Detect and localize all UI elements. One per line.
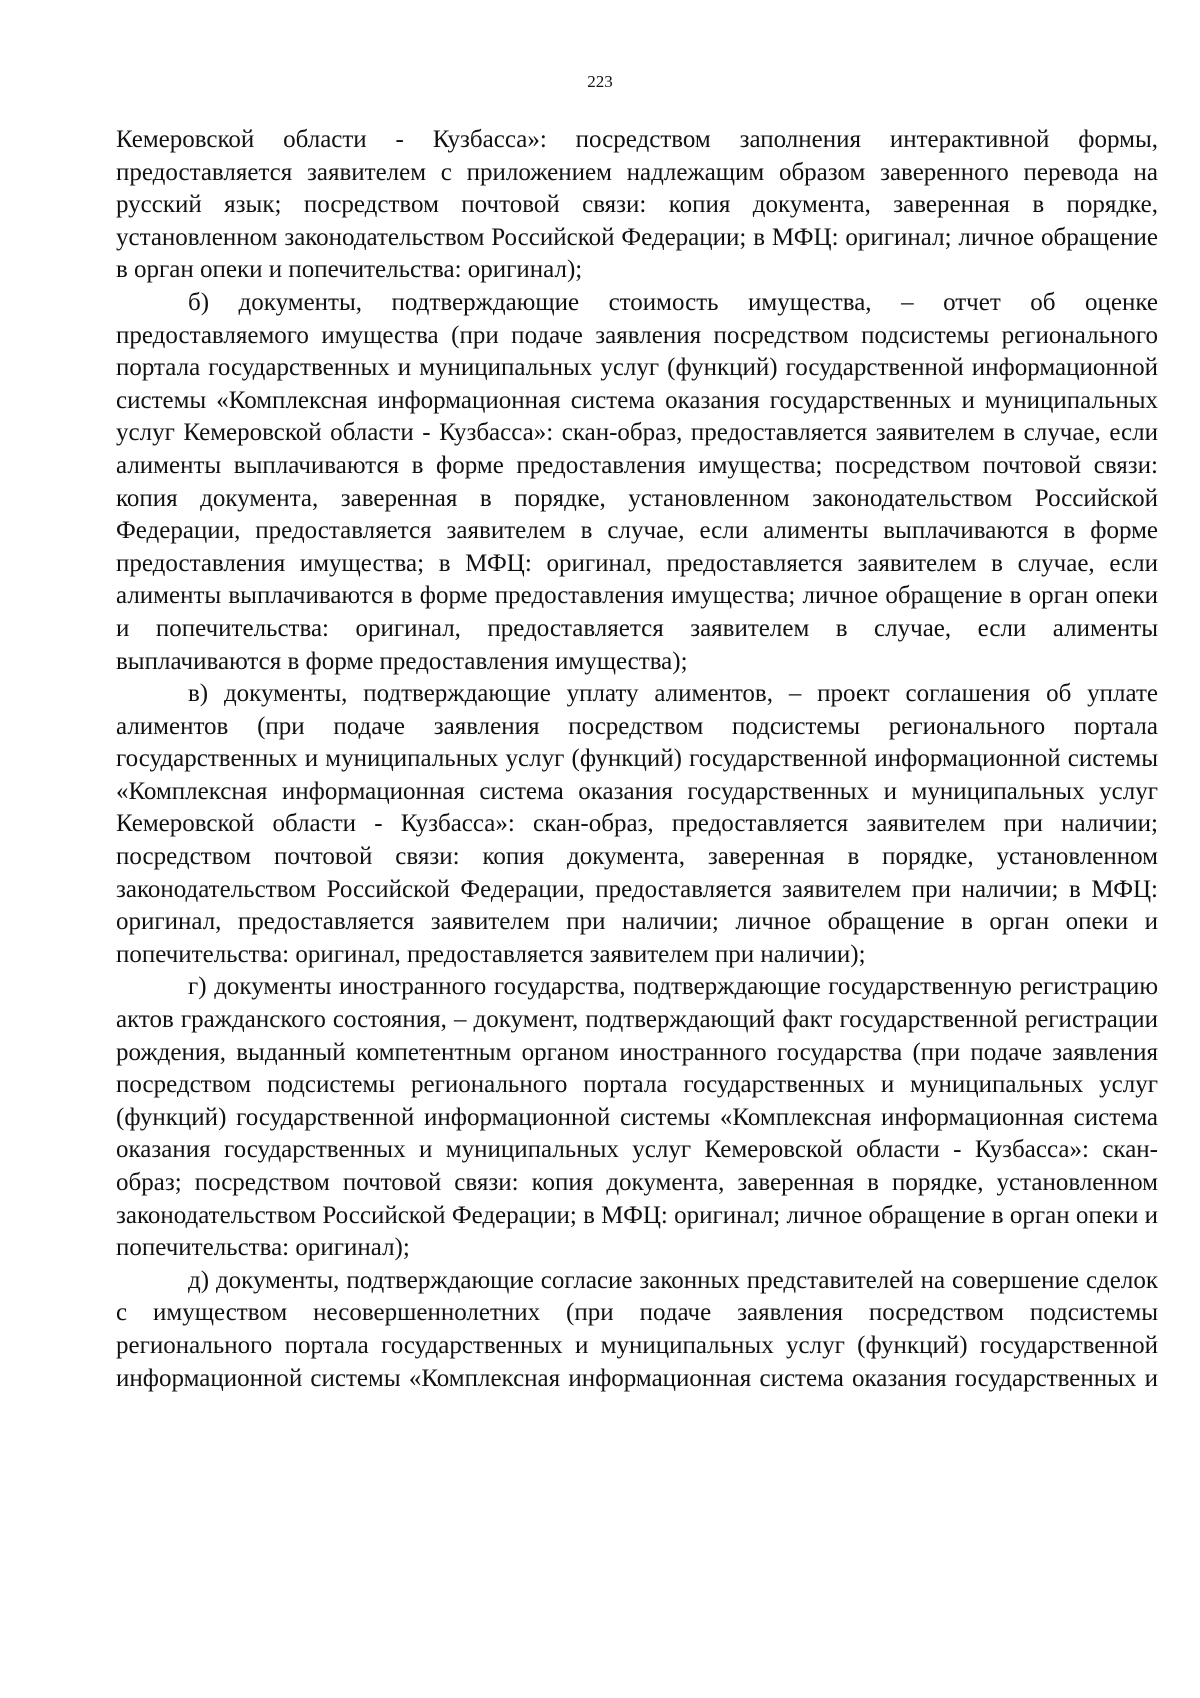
paragraph-item-g: г) документы иностранного государства, подтверждающие государственную регистрацию актов гражданского состояния, – документ, подтверждающий факт государственной регистрации рождения, выданный компетентным органом иностранного государства (при подаче заявления посредством подсистемы регионального портала государственных и муниципальных услуг (функций) государственной информационной системы «Комплексная информационная система оказания государственных и муниципальных услуг Кемеровской области - Кузбасса»: скан-образ; посредством почтовой связи: копия документа, заверенная в порядке, установленном законодательством Российской Федерации; в МФЦ: оригинал; личное обращение в орган опеки и попечительства: оригинал); xyxy=(116,973,1158,1262)
document-body xyxy=(116,124,1158,1395)
paragraph-item-d: д) документы, подтверждающие согласие законных представителей на совершение сделок с имуществом несовершеннолетних (при подаче заявления посредством подсистемы регионального портала государственных и муниципальных услуг (функций) государственной информационной системы «Комплексная информационная система оказания государственных и xyxy=(116,1266,1158,1392)
paragraph-continuation: Кемеровской области - Кузбасса»: посредством заполнения интерактивной формы, предоставляется заявителем с приложением надлежащим образом заверенного перевода на русский язык; посредством почтовой связи: копия документа, заверенная в порядке, установленном законодательством Российской Федерации; в МФЦ: оригинал; личное обращение в орган опеки и попечительства: оригинал); xyxy=(116,126,1158,284)
paragraph-item-v: в) документы, подтверждающие уплату алиментов, – проект соглашения об уплате алиментов (при подаче заявления посредством подсистемы регионального портала государственных и муниципальных услуг (функций) государственной информационной системы «Комплексная информационная система оказания государственных и муниципальных услуг Кемеровской области - Кузбасса»: скан-образ, предоставляется заявителем при наличии; посредством почтовой связи: копия документа, заверенная в порядке, установленном законодательством Российской Федерации, предоставляется заявителем при наличии; в МФЦ: оригинал, предоставляется заявителем при наличии; личное обращение в орган опеки и попечительства: оригинал, предоставляется заявителем при наличии); xyxy=(116,680,1158,968)
paragraph-item-b: б) документы, подтверждающие стоимость имущества, – отчет об оценке предоставляемого имущества (при подаче заявления посредством подсистемы регионального портала государственных и муниципальных услуг (функций) государственной информационной системы «Комплексная информационная система оказания государственных и муниципальных услуг Кемеровской области - Кузбасса»: скан-образ, предоставляется заявителем в случае, если алименты выплачиваются в форме предоставления имущества; посредством почтовой связи: копия документа, заверенная в порядке, установленном законодательством Российской Федерации, предоставляется заявителем в случае, если алименты выплачиваются в форме предоставления имущества; в МФЦ: оригинал, предоставляется заявителем в случае, если алименты выплачиваются в форме предоставления имущества; личное обращение в орган опеки и попечительства: оригинал, предоставляется заявителем в случае, если алименты выплачиваются в форме предоставления имущества); xyxy=(116,288,1158,675)
page-number: 223 xyxy=(587,72,613,91)
